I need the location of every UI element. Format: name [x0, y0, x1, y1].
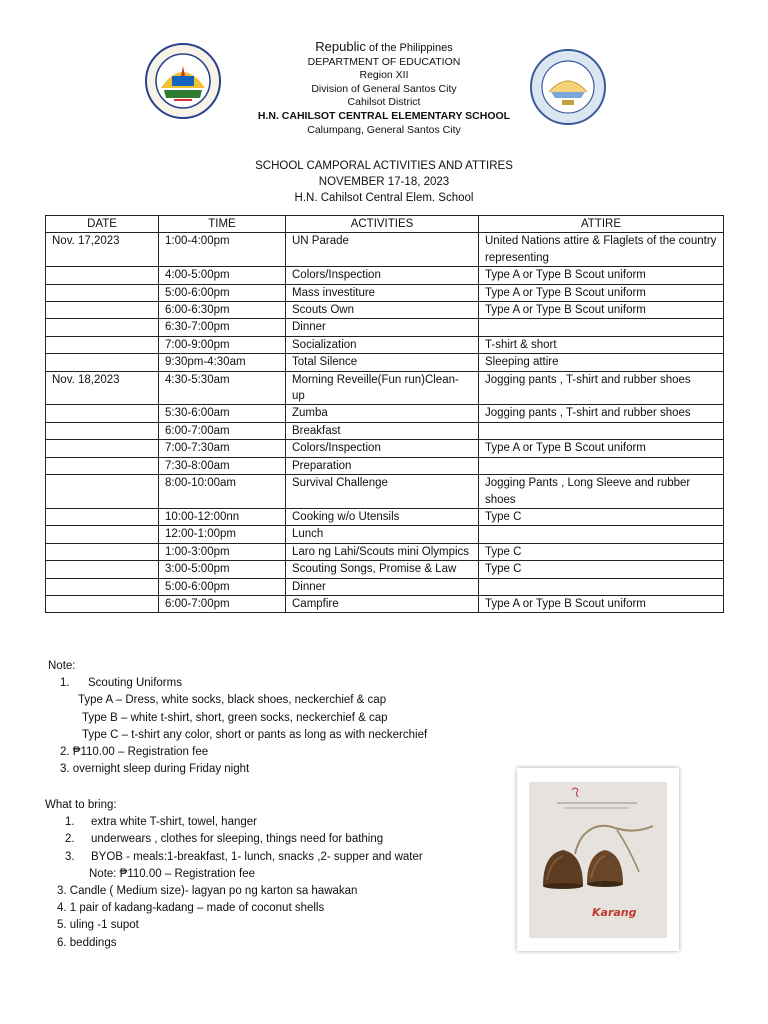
bring-item-text: BYOB - meals:1-breakfast, 1- lunch, snacks ,2- supper and water — [91, 850, 423, 863]
cell-date — [46, 457, 159, 474]
cell-time: 3:00-5:00pm — [159, 561, 286, 578]
cell-attire — [479, 319, 724, 336]
cell-activity: UN Parade — [286, 233, 479, 267]
cell-activity: Dinner — [286, 319, 479, 336]
cell-activity: Cooking w/o Utensils — [286, 508, 479, 525]
table-row — [46, 475, 724, 509]
cell-time: 9:30pm-4:30am — [159, 354, 286, 371]
bring-extra-item: 3. Candle ( Medium size)- lagyan po ng karton sa hawakan — [57, 885, 358, 898]
table-row — [46, 354, 724, 371]
table-row — [46, 302, 724, 319]
what-to-bring-section — [45, 797, 423, 952]
table-row — [46, 561, 724, 578]
cell-date — [46, 336, 159, 353]
cell-date — [46, 405, 159, 422]
cell-time: 6:00-7:00pm — [159, 595, 286, 612]
table-row — [46, 595, 724, 612]
header-time: TIME — [159, 216, 286, 233]
cell-attire: Jogging pants , T-shirt and rubber shoes — [479, 405, 724, 422]
cell-attire: T-shirt & short — [479, 336, 724, 353]
cell-attire: Type C — [479, 508, 724, 525]
cell-attire: Jogging pants , T-shirt and rubber shoes — [479, 371, 724, 405]
bring-item-number: 2. — [65, 833, 75, 846]
cell-time: 4:30-5:30am — [159, 371, 286, 405]
notes-section — [48, 658, 427, 778]
cell-activity: Colors/Inspection — [286, 267, 479, 284]
department-line: DEPARTMENT OF EDUCATION — [307, 55, 461, 68]
table-row — [46, 508, 724, 525]
cell-time: 6:00-6:30pm — [159, 302, 286, 319]
cell-activity: Socialization — [286, 336, 479, 353]
division-line: Division of General Santos City — [311, 82, 457, 95]
cell-date — [46, 561, 159, 578]
document-title — [0, 158, 768, 206]
table-header-row — [46, 216, 724, 233]
cell-attire — [479, 526, 724, 543]
schedule-table — [45, 215, 724, 613]
cell-time: 10:00-12:00nn — [159, 508, 286, 525]
cell-activity: Scouts Own — [286, 302, 479, 319]
cell-attire: Jogging Pants , Long Sleeve and rubber shoes — [479, 475, 724, 509]
photo-caption: Karang — [592, 906, 637, 919]
note-item-uniforms: 1. Scouting Uniforms — [60, 677, 182, 690]
cell-time: 7:30-8:00am — [159, 457, 286, 474]
header-activities: ACTIVITIES — [286, 216, 479, 233]
cell-activity: Preparation — [286, 457, 479, 474]
bring-item-number: 1. — [65, 816, 75, 829]
cell-time: 5:30-6:00am — [159, 405, 286, 422]
cell-time: 4:00-5:00pm — [159, 267, 286, 284]
cell-attire: Type A or Type B Scout uniform — [479, 302, 724, 319]
cell-date — [46, 595, 159, 612]
table-row — [46, 319, 724, 336]
note-item-fee: 2. ₱110.00 – Registration fee — [60, 746, 209, 759]
uniform-type-c: Type C – t-shirt any color, short or pants as long as with neckerchief — [82, 728, 428, 741]
cell-time: 8:00-10:00am — [159, 475, 286, 509]
cell-activity: Morning Reveille(Fun run)Clean- up — [286, 371, 479, 405]
byob-note: Note: ₱110.00 – Registration fee — [89, 867, 256, 880]
title-line-2: NOVEMBER 17-18, 2023 — [318, 176, 450, 188]
table-row — [46, 267, 724, 284]
cell-date — [46, 267, 159, 284]
cell-attire: Type A or Type B Scout uniform — [479, 284, 724, 301]
table-row — [46, 405, 724, 422]
cell-attire: Type C — [479, 561, 724, 578]
table-row — [46, 284, 724, 301]
notes-heading: Note: — [48, 660, 76, 672]
table-row — [46, 336, 724, 353]
table-row — [46, 578, 724, 595]
bring-item — [45, 814, 423, 831]
cell-date: Nov. 18,2023 — [46, 371, 159, 405]
district-line: Cahilsot District — [347, 96, 421, 109]
cell-date — [46, 422, 159, 439]
table-row — [46, 440, 724, 457]
cell-time: 6:30-7:00pm — [159, 319, 286, 336]
bring-item-number: 3. — [65, 850, 75, 863]
table-row — [46, 422, 724, 439]
cell-activity: Dinner — [286, 578, 479, 595]
note-item-overnight: 3. overnight sleep during Friday night — [60, 763, 250, 776]
header-attire: ATTIRE — [479, 216, 724, 233]
table-row — [46, 371, 724, 405]
cell-date — [46, 302, 159, 319]
cell-time: 6:00-7:00am — [159, 422, 286, 439]
cell-date — [46, 284, 159, 301]
table-row — [46, 543, 724, 560]
cell-attire: Type A or Type B Scout uniform — [479, 595, 724, 612]
cell-date — [46, 526, 159, 543]
school-name: H.N. CAHILSOT CENTRAL ELEMENTARY SCHOOL — [257, 109, 511, 122]
cell-activity: Survival Challenge — [286, 475, 479, 509]
cell-activity: Breakfast — [286, 422, 479, 439]
title-line-3: H.N. Cahilsot Central Elem. School — [294, 192, 474, 204]
bring-extra-item: 5. uling -1 supot — [57, 919, 139, 932]
cell-activity: Mass investiture — [286, 284, 479, 301]
cell-attire — [479, 457, 724, 474]
cell-time: 1:00-3:00pm — [159, 543, 286, 560]
header-date: DATE — [46, 216, 159, 233]
cell-date — [46, 440, 159, 457]
karang-photo — [517, 768, 679, 951]
bring-extra-item: 4. 1 pair of kadang-kadang – made of coconut shells — [57, 902, 325, 915]
cell-time: 1:00-4:00pm — [159, 233, 286, 267]
cell-time: 7:00-7:30am — [159, 440, 286, 457]
cell-date — [46, 508, 159, 525]
table-row — [46, 526, 724, 543]
cell-activity: Campfire — [286, 595, 479, 612]
cell-date — [46, 543, 159, 560]
cell-attire: Sleeping attire — [479, 354, 724, 371]
cell-activity: Laro ng Lahi/Scouts mini Olympics — [286, 543, 479, 560]
bring-extra-item: 6. beddings — [57, 936, 117, 949]
cell-attire: United Nations attire & Flaglets of the country representing — [479, 233, 724, 267]
cell-attire — [479, 422, 724, 439]
uniform-type-b: Type B – white t-shirt, short, green socks, neckerchief & cap — [82, 711, 388, 724]
region-line: Region XII — [359, 69, 409, 82]
schedule-body — [46, 233, 724, 613]
cell-activity: Scouting Songs, Promise & Law — [286, 561, 479, 578]
republic-line: Republic of the Philippines — [315, 39, 453, 54]
table-row — [46, 457, 724, 474]
cell-attire: Type A or Type B Scout uniform — [479, 267, 724, 284]
cell-attire: Type A or Type B Scout uniform — [479, 440, 724, 457]
bring-item — [45, 849, 423, 866]
cell-activity: Zumba — [286, 405, 479, 422]
cell-date — [46, 475, 159, 509]
bring-item — [45, 831, 423, 848]
karang-image — [517, 768, 679, 951]
bring-list — [45, 814, 423, 866]
cell-date: Nov. 17,2023 — [46, 233, 159, 267]
bring-item-text: extra white T-shirt, towel, hanger — [91, 816, 257, 829]
cell-activity: Total Silence — [286, 354, 479, 371]
cell-activity: Lunch — [286, 526, 479, 543]
cell-time: 5:00-6:00pm — [159, 578, 286, 595]
cell-date — [46, 578, 159, 595]
table-row — [46, 233, 724, 267]
cell-attire: Type C — [479, 543, 724, 560]
bring-more-list — [45, 883, 423, 952]
cell-attire — [479, 578, 724, 595]
uniform-type-a: Type A – Dress, white socks, black shoes, neckerchief & cap — [78, 694, 387, 707]
cell-date — [46, 354, 159, 371]
bring-item-text: underwears , clothes for sleeping, things need for bathing — [91, 833, 384, 846]
school-address: Calumpang, General Santos City — [307, 123, 461, 136]
letterhead — [0, 40, 768, 137]
bring-heading: What to bring: — [45, 799, 117, 811]
title-line-1: SCHOOL CAMPORAL ACTIVITIES AND ATTIRES — [255, 160, 513, 172]
cell-time: 7:00-9:00pm — [159, 336, 286, 353]
cell-date — [46, 319, 159, 336]
cell-time: 12:00-1:00pm — [159, 526, 286, 543]
cell-activity: Colors/Inspection — [286, 440, 479, 457]
cell-time: 5:00-6:00pm — [159, 284, 286, 301]
